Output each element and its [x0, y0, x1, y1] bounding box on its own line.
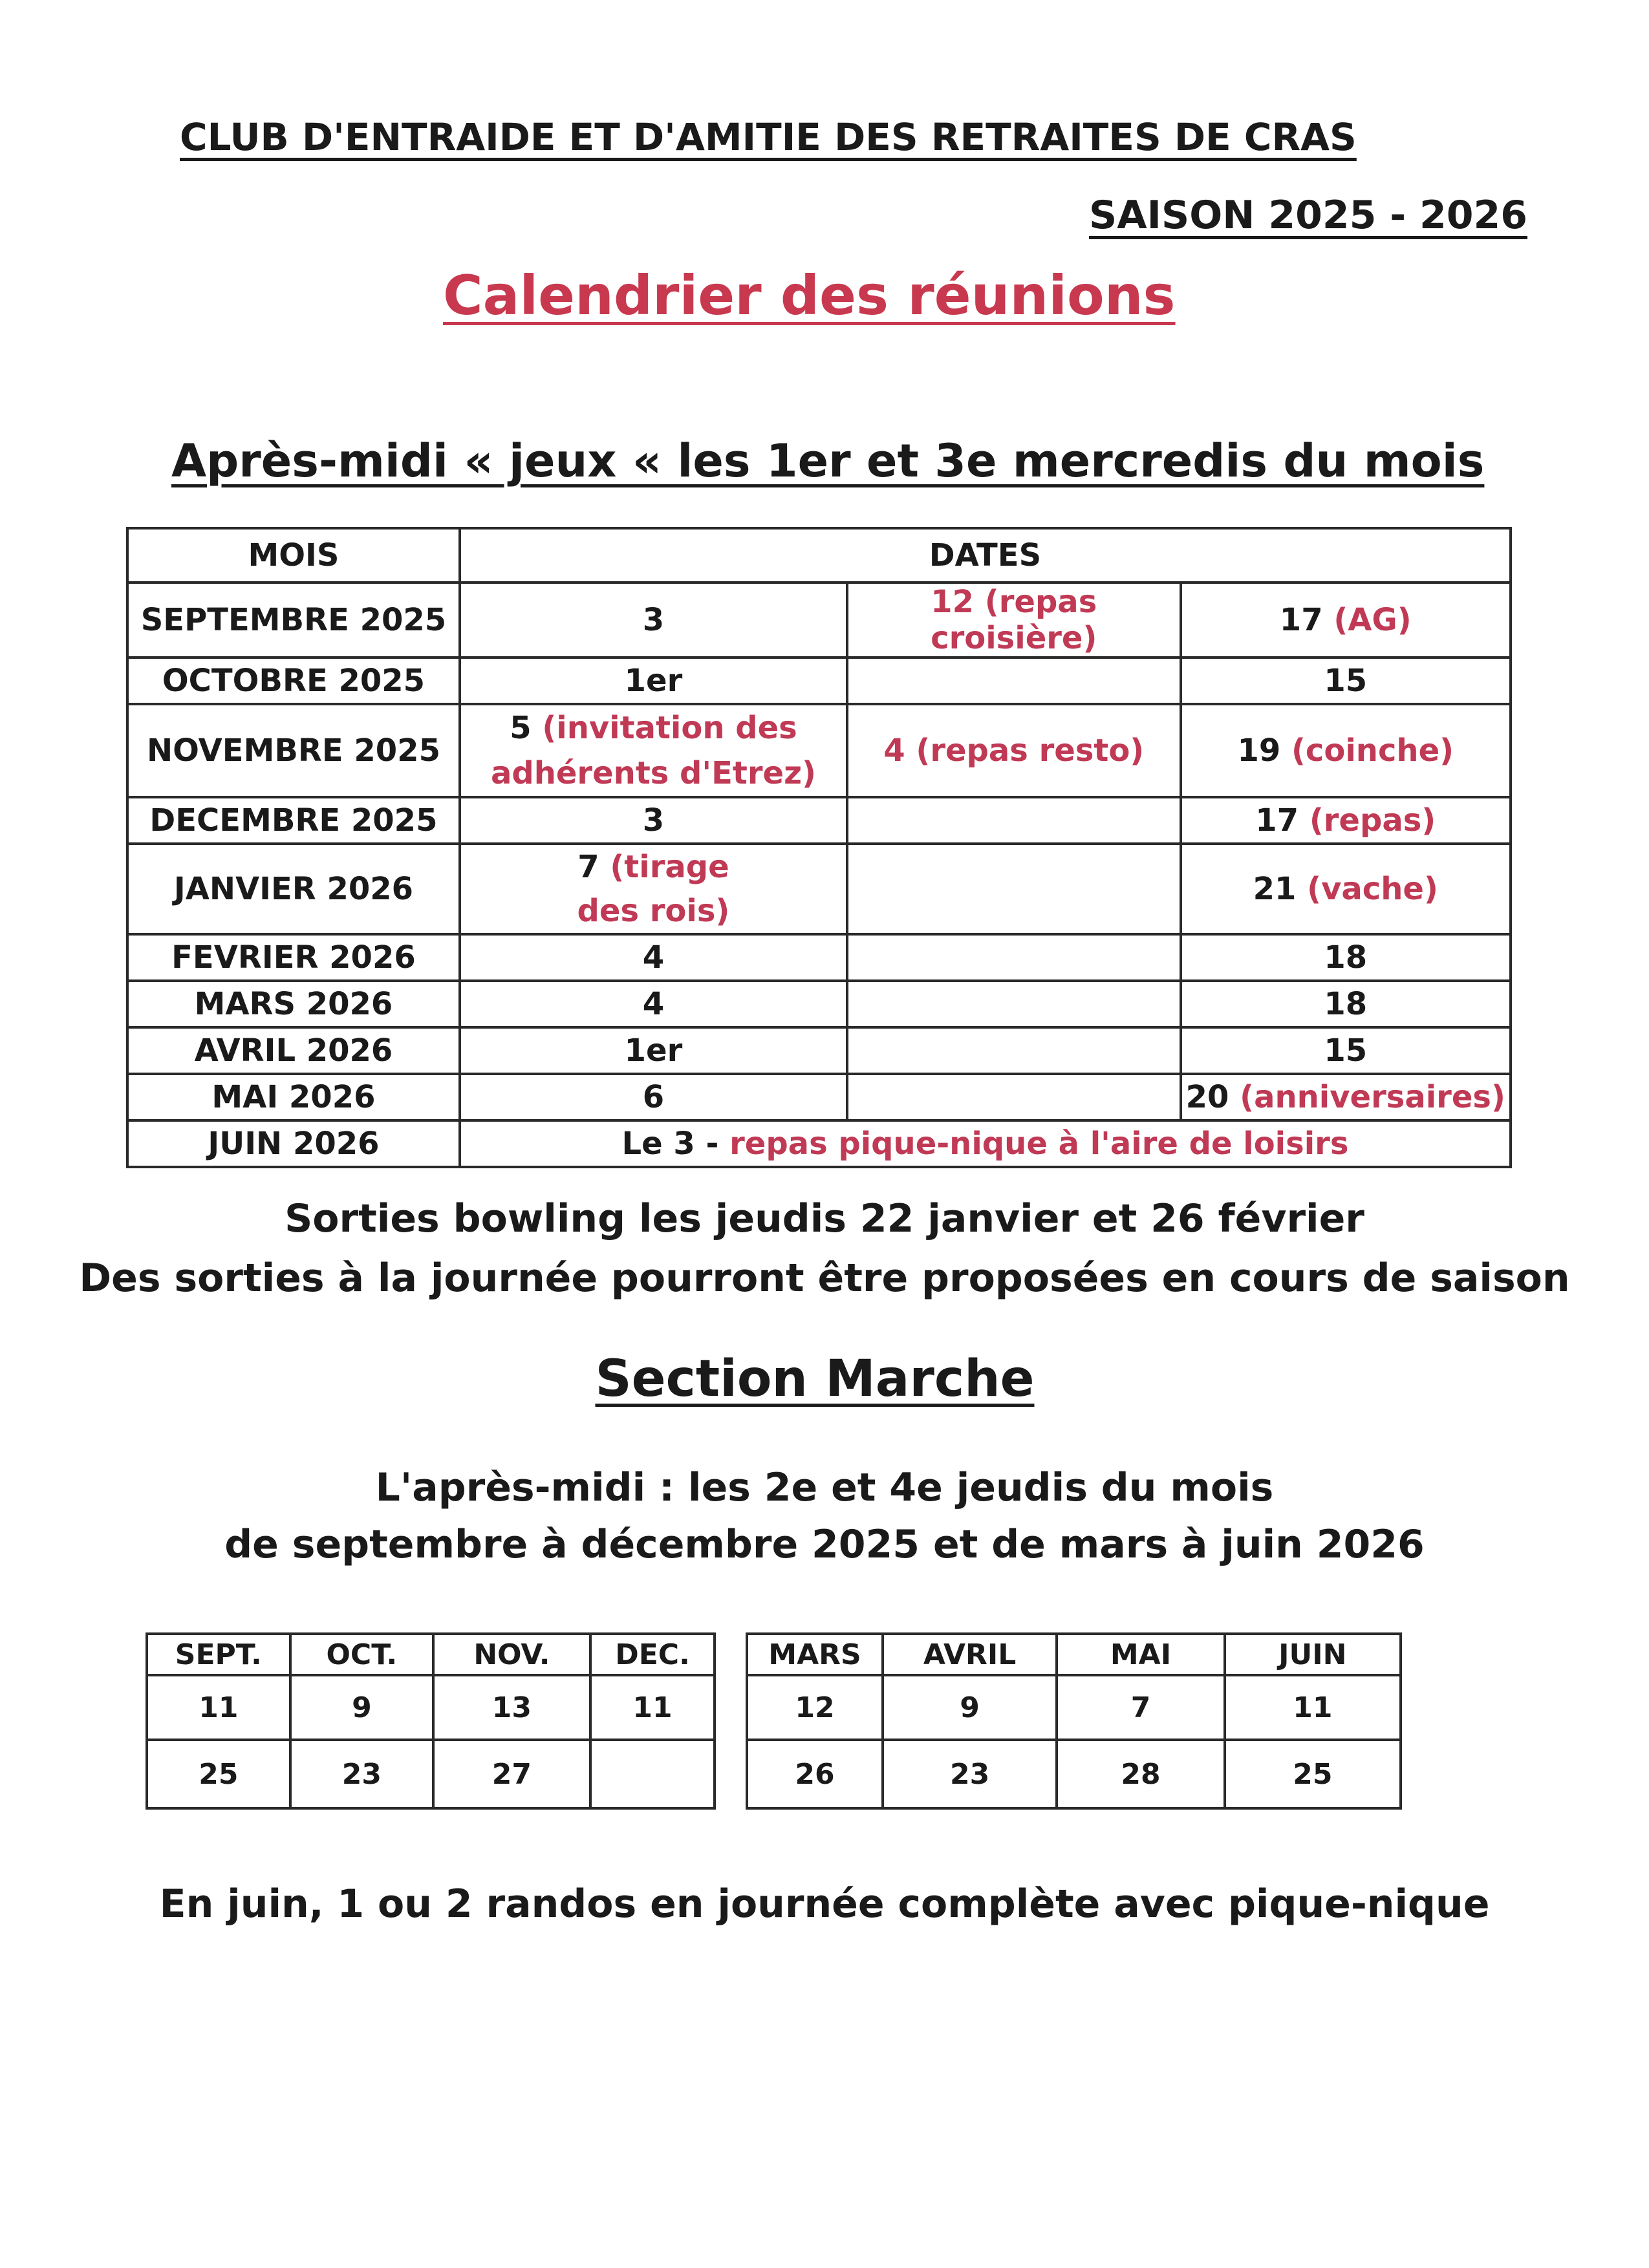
date-note: (vache)	[1307, 871, 1438, 907]
date-note: (anniversaires)	[1240, 1079, 1505, 1115]
club-name: CLUB D'ENTRAIDE ET D'AMITIE DES RETRAITES DE CRAS	[180, 115, 1357, 159]
date-cell	[590, 1740, 715, 1808]
date-cell	[460, 583, 847, 658]
date-cell	[847, 934, 1181, 981]
month-cell: JANVIER 2026	[127, 844, 460, 934]
date-cell	[847, 981, 1181, 1027]
table-row	[127, 797, 1511, 844]
table-row	[127, 1027, 1511, 1074]
month-cell: SEPTEMBRE 2025	[127, 583, 460, 658]
month-header: MAI	[1057, 1634, 1224, 1675]
date-cell	[1181, 583, 1511, 658]
page-title: Calendrier des réunions	[443, 264, 1176, 327]
date-cell	[1181, 704, 1511, 797]
month-cell: JUIN 2026	[127, 1120, 460, 1167]
date-cell	[1181, 1074, 1511, 1120]
date-cell: 4 (repas resto)	[847, 704, 1181, 797]
date-cell	[1181, 844, 1511, 934]
date-cell	[847, 797, 1181, 844]
june-prefix: Le 3 -	[621, 1126, 719, 1162]
date-cell	[847, 1074, 1181, 1120]
date-cell: 4	[460, 981, 847, 1027]
date-cell: 11	[1225, 1675, 1401, 1740]
date-note: (invitation des adhérents d'Etrez)	[490, 710, 816, 791]
month-header: OCT.	[290, 1634, 434, 1675]
date-cell: 15	[1181, 1027, 1511, 1074]
month-cell: FEVRIER 2026	[127, 934, 460, 981]
month-header: DEC.	[590, 1634, 715, 1675]
date-value: 5	[510, 710, 532, 746]
outings-line-1: Sorties bowling les jeudis 22 janvier et 26 février	[285, 1196, 1364, 1241]
col-dates-header: DATES	[460, 528, 1511, 583]
table-separator	[715, 1740, 747, 1808]
june-note: repas pique-nique à l'aire de loisirs	[729, 1126, 1349, 1162]
month-header: JUIN	[1225, 1634, 1401, 1675]
date-cell: 12	[747, 1675, 883, 1740]
date-value: 20	[1185, 1079, 1229, 1115]
date-cell: 26	[747, 1740, 883, 1808]
jeux-table	[126, 527, 1512, 1168]
month-cell: NOVEMBRE 2025	[127, 704, 460, 797]
date-value: 7	[577, 849, 599, 885]
date-cell	[1181, 797, 1511, 844]
jeux-heading: Après-midi « jeux « les 1er et 3e mercredis du mois	[171, 434, 1485, 487]
season-label: SAISON 2025 - 2026	[1089, 193, 1527, 238]
table-row	[127, 704, 1511, 797]
month-cell: MARS 2026	[127, 981, 460, 1027]
marche-line-2: de septembre à décembre 2025 et de mars à juin 2026	[224, 1522, 1425, 1567]
date-cell	[460, 704, 847, 797]
month-header: SEPT.	[147, 1634, 290, 1675]
date-cell	[847, 1027, 1181, 1074]
date-value: 17	[1279, 602, 1323, 638]
month-header: MARS	[747, 1634, 883, 1675]
date-note: (tirage des rois)	[577, 849, 730, 929]
date-cell	[847, 844, 1181, 934]
marche-line-1: L'après-midi : les 2e et 4e jeudis du mois	[375, 1465, 1274, 1510]
date-value: 21	[1253, 871, 1297, 907]
date-cell: 25	[147, 1740, 290, 1808]
date-value: 17	[1255, 802, 1299, 839]
date-cell: 9	[290, 1675, 434, 1740]
date-value: 19	[1237, 733, 1281, 769]
col-month-header: MOIS	[127, 528, 460, 583]
date-note: (AG)	[1333, 602, 1412, 638]
date-cell: 23	[290, 1740, 434, 1808]
date-note: (repas)	[1309, 802, 1436, 839]
table-separator	[715, 1634, 747, 1675]
table-header-row	[127, 528, 1511, 583]
month-cell: MAI 2026	[127, 1074, 460, 1120]
outings-line-2: Des sorties à la journée pourront être proposées en cours de saison	[79, 1256, 1570, 1301]
date-cell	[460, 844, 847, 934]
date-cell: 25	[1225, 1740, 1401, 1808]
date-cell: 28	[1057, 1740, 1224, 1808]
date-cell: 23	[883, 1740, 1057, 1808]
date-cell: 11	[590, 1675, 715, 1740]
table-row	[147, 1675, 1401, 1740]
table-row	[127, 981, 1511, 1027]
date-cell: 11	[147, 1675, 290, 1740]
date-cell: 18	[1181, 934, 1511, 981]
table-row	[127, 1074, 1511, 1120]
date-cell: 12 (repas croisière)	[847, 583, 1181, 658]
month-header: AVRIL	[883, 1634, 1057, 1675]
date-cell: 7	[1057, 1675, 1224, 1740]
table-separator	[715, 1675, 747, 1740]
month-header: NOV.	[433, 1634, 590, 1675]
date-cell: 18	[1181, 981, 1511, 1027]
june-cell	[460, 1120, 1511, 1167]
table-row	[127, 934, 1511, 981]
table-row	[127, 844, 1511, 934]
table-row	[127, 583, 1511, 658]
date-cell: 9	[883, 1675, 1057, 1740]
table-row	[127, 1120, 1511, 1167]
date-cell: 15	[1181, 658, 1511, 704]
date-cell: 13	[433, 1675, 590, 1740]
month-cell: OCTOBRE 2025	[127, 658, 460, 704]
date-note: (coinche)	[1291, 733, 1454, 769]
date-cell: 3	[460, 797, 847, 844]
date-cell: 4	[460, 934, 847, 981]
date-cell: 1er	[460, 658, 847, 704]
date-value: 3	[642, 602, 665, 638]
marche-footer: En juin, 1 ou 2 randos en journée complète avec pique-nique	[159, 1881, 1490, 1927]
month-cell: DECEMBRE 2025	[127, 797, 460, 844]
date-cell	[847, 658, 1181, 704]
marche-heading: Section Marche	[595, 1350, 1035, 1408]
marche-table	[146, 1632, 1402, 1810]
date-cell: 1er	[460, 1027, 847, 1074]
month-cell: AVRIL 2026	[127, 1027, 460, 1074]
table-row	[127, 658, 1511, 704]
marche-header-row	[147, 1634, 1401, 1675]
date-cell: 6	[460, 1074, 847, 1120]
date-cell: 27	[433, 1740, 590, 1808]
table-row	[147, 1740, 1401, 1808]
